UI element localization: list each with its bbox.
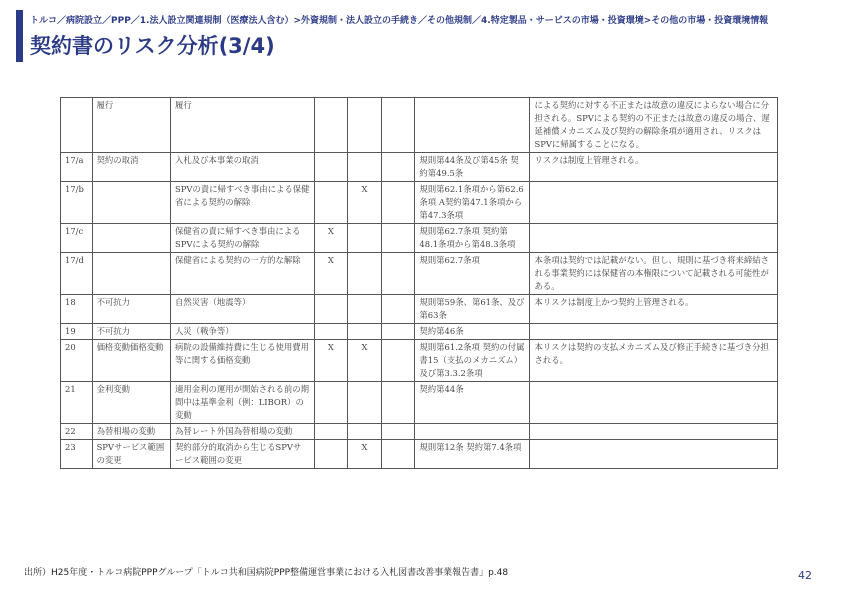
mark-cell-2 (348, 424, 382, 440)
category-cell (92, 224, 170, 253)
mark-cell-1: X (314, 253, 348, 295)
mark-cell-3 (381, 340, 415, 382)
description-cell: 自然災害（地震等） (170, 295, 314, 324)
row-number-cell: 17/d (61, 253, 93, 295)
table-row (61, 440, 778, 469)
mark-cell-3 (381, 253, 415, 295)
source-citation: 出所）H25年度・トルコ病院PPPグループ「トルコ共和国病院PPP整備運営事業における入札図書改善事業報告書」p.48 (24, 568, 509, 578)
remarks-cell: 本リスクは制度上かつ契約上管理される。 (530, 295, 778, 324)
article-cell: 規則第62.7条項 (415, 253, 530, 295)
remarks-cell: 本条項は契約では記載がない。但し、規則に基づき将来締結される事業契約には保健省の本権限について記載される可能性がある。 (530, 253, 778, 295)
row-number-cell: 17/c (61, 224, 93, 253)
description-cell: 為替レート外国為替相場の変動 (170, 424, 314, 440)
description-cell: 保健省の責に帰すべき事由によるSPVによる契約の解除 (170, 224, 314, 253)
table-row (61, 253, 778, 295)
article-cell (415, 98, 530, 153)
category-cell (92, 253, 170, 295)
remarks-cell (530, 324, 778, 340)
table-row (61, 324, 778, 340)
breadcrumb: トルコ／病院設立／PPP／1.法人設立関連規制（医療法人含む）>外資規制・法人設立の手続き／その他規制／4.特定製品・サービスの市場・投資環境>その他の市場・投資環境情報 (30, 16, 769, 26)
row-number-cell: 18 (61, 295, 93, 324)
description-cell: 人災（戦争等） (170, 324, 314, 340)
article-cell: 規則第44条及び第45条 契約第49.5条 (415, 153, 530, 182)
title-accent-bar (16, 10, 23, 62)
mark-cell-1 (314, 440, 348, 469)
category-cell: 為替相場の変動 (92, 424, 170, 440)
mark-cell-1 (314, 382, 348, 424)
table-row (61, 98, 778, 153)
article-cell: 規則第59条、第61条、及び第63条 (415, 295, 530, 324)
category-cell: SPVサービス範囲の変更 (92, 440, 170, 469)
mark-cell-1 (314, 153, 348, 182)
description-cell: 入札及び本事業の取消 (170, 153, 314, 182)
row-number-cell: 19 (61, 324, 93, 340)
mark-cell-2 (348, 382, 382, 424)
mark-cell-3 (381, 382, 415, 424)
row-number-cell: 17/b (61, 182, 93, 224)
mark-cell-2 (348, 295, 382, 324)
row-number-cell: 23 (61, 440, 93, 469)
mark-cell-2 (348, 153, 382, 182)
article-cell: 規則第12条 契約第7.4条項 (415, 440, 530, 469)
remarks-cell (530, 224, 778, 253)
category-cell: 価格変動価格変動 (92, 340, 170, 382)
row-number-cell: 17/a (61, 153, 93, 182)
mark-cell-2 (348, 224, 382, 253)
mark-cell-1: X (314, 340, 348, 382)
row-number-cell (61, 98, 93, 153)
mark-cell-2: X (348, 182, 382, 224)
remarks-cell (530, 382, 778, 424)
mark-cell-3 (381, 153, 415, 182)
mark-cell-3 (381, 424, 415, 440)
table-row (61, 340, 778, 382)
mark-cell-2: X (348, 440, 382, 469)
mark-cell-3 (381, 324, 415, 340)
mark-cell-3 (381, 98, 415, 153)
table-row (61, 382, 778, 424)
mark-cell-1 (314, 324, 348, 340)
mark-cell-2 (348, 253, 382, 295)
description-cell: SPVの責に帰すべき事由による保健省による契約の解除 (170, 182, 314, 224)
mark-cell-3 (381, 295, 415, 324)
article-cell: 契約第46条 (415, 324, 530, 340)
article-cell: 規則第61.2条項 契約の付属書15（支払のメカニズム）及び第3.3.2条項 (415, 340, 530, 382)
row-number-cell: 22 (61, 424, 93, 440)
remarks-cell: による契約に対する不正または故意の違反によらない場合に分担される。SPVによる契約の不正または故意の違反の場合、遅延補償メカニズム及び契約の解除条項が適用され、リスクはSPVに帰属することになる。 (530, 98, 778, 153)
mark-cell-3 (381, 224, 415, 253)
mark-cell-2 (348, 98, 382, 153)
category-cell: 不可抗力 (92, 295, 170, 324)
risk-table-body (61, 98, 778, 469)
remarks-cell (530, 182, 778, 224)
category-cell: 不可抗力 (92, 324, 170, 340)
article-cell: 契約第44条 (415, 382, 530, 424)
table-row (61, 424, 778, 440)
mark-cell-3 (381, 182, 415, 224)
risk-analysis-table (60, 97, 778, 469)
category-cell: 金利変動 (92, 382, 170, 424)
page-title: 契約書のリスク分析(3/4) (30, 34, 275, 58)
mark-cell-1 (314, 98, 348, 153)
category-cell: 履行 (92, 98, 170, 153)
remarks-cell: リスクは制度上管理される。 (530, 153, 778, 182)
description-cell: 保健省による契約の一方的な解除 (170, 253, 314, 295)
article-cell: 規則第62.7条項 契約第48.1条項から第48.3条項 (415, 224, 530, 253)
description-cell: 病院の設備維持費に生じる使用費用等に関する価格変動 (170, 340, 314, 382)
remarks-cell: 本リスクは契約の支払メカニズム及び修正手続きに基づき分担される。 (530, 340, 778, 382)
mark-cell-1: X (314, 224, 348, 253)
scanned-risk-table (60, 97, 778, 555)
description-cell: 適用金利の運用が開始される前の期間中は基準金利（例：LIBOR）の変動 (170, 382, 314, 424)
table-row (61, 182, 778, 224)
category-cell (92, 182, 170, 224)
article-cell: 規則第62.1条項から第62.6条項 A契約第47.1条項から第47.3条項 (415, 182, 530, 224)
mark-cell-2: X (348, 340, 382, 382)
mark-cell-1 (314, 182, 348, 224)
mark-cell-1 (314, 295, 348, 324)
mark-cell-1 (314, 424, 348, 440)
row-number-cell: 21 (61, 382, 93, 424)
table-row (61, 295, 778, 324)
remarks-cell (530, 440, 778, 469)
table-row (61, 153, 778, 182)
mark-cell-3 (381, 440, 415, 469)
article-cell (415, 424, 530, 440)
description-cell: 契約部分的取消から生じるSPVサービス範囲の変更 (170, 440, 314, 469)
page-number: 42 (798, 569, 812, 582)
row-number-cell: 20 (61, 340, 93, 382)
remarks-cell (530, 424, 778, 440)
category-cell: 契約の取消 (92, 153, 170, 182)
description-cell: 履行 (170, 98, 314, 153)
table-row (61, 224, 778, 253)
mark-cell-2 (348, 324, 382, 340)
